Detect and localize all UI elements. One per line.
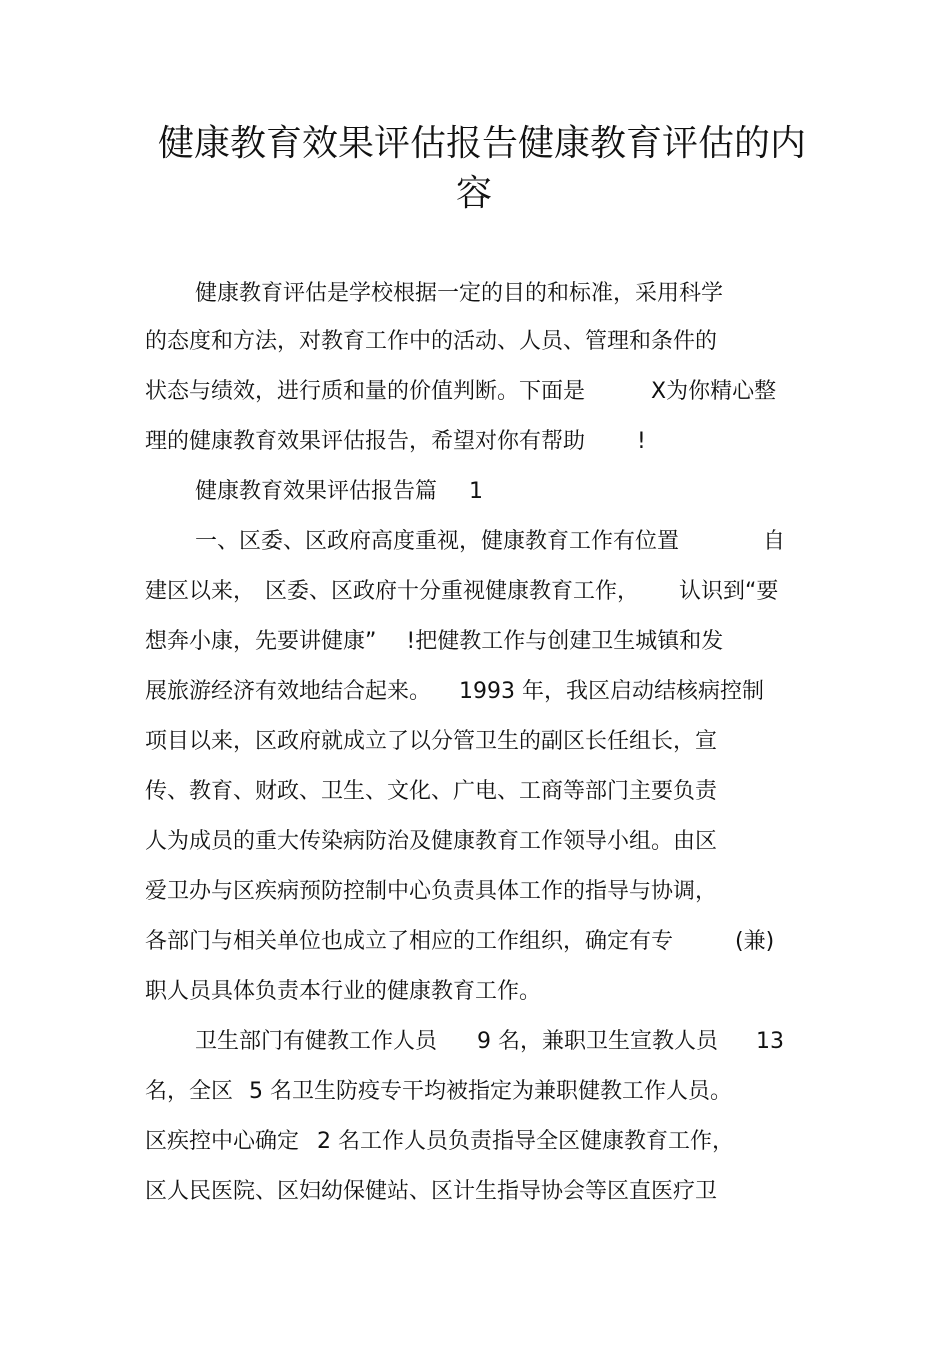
body-line-14-part-2: (兼): [735, 929, 775, 954]
body-line-8-part-2: !把健教工作与创建卫生城镇和发: [406, 629, 724, 654]
body-line-3: [145, 378, 776, 406]
section-heading-1: [195, 478, 483, 506]
body-line-7-part-2: 区委、区政府十分重视健康教育工作，: [265, 579, 640, 604]
body-line-16: [195, 1028, 784, 1056]
body-line-12: 人为成员的重大传染病防治及健康教育工作领导小组。由区: [145, 829, 718, 854]
body-line-17: [145, 1078, 732, 1106]
body-line-17-part-1: 名，全区: [145, 1079, 234, 1104]
body-line-3-part-1: 状态与绩效，进行质和量的价值判断。下面是: [145, 379, 586, 404]
body-line-1: 健康教育评估是学校根据一定的目的和标准，采用科学: [195, 281, 724, 306]
body-line-10: 项目以来，区政府就成立了以分管卫生的副区长任组长，宣: [145, 729, 718, 754]
body-line-2: 的态度和方法，对教育工作中的活动、人员、管理和条件的: [145, 329, 718, 354]
document-title-line-2: 容: [456, 173, 493, 214]
body-line-7-part-1: 建区以来，: [145, 579, 256, 604]
body-line-18-part-1: 区疾控中心确定: [145, 1129, 300, 1154]
body-line-14: [145, 928, 774, 956]
body-line-11: 传、教育、财政、卫生、文化、广电、工商等部门主要负责: [145, 779, 718, 804]
body-line-15: 职人员具体负责本行业的健康教育工作。: [145, 979, 542, 1004]
body-line-6: [195, 528, 785, 556]
body-line-9-part-2: 1993 年，我区启动结核病控制: [459, 679, 764, 704]
body-line-6-part-1: 一、区委、区政府高度重视，健康教育工作有位置: [195, 529, 680, 554]
body-line-7-part-3: 认识到“要: [679, 579, 779, 604]
body-line-14-part-1: 各部门与相关单位也成立了相应的工作组织，确定有专: [145, 929, 674, 954]
body-line-9-part-1: 展旅游经济有效地结合起来。: [145, 679, 432, 704]
body-line-13: 爱卫办与区疾病预防控制中心负责具体工作的指导与协调，: [145, 879, 718, 904]
body-line-8-part-1: 想奔小康，先要讲健康”: [145, 629, 377, 654]
body-line-16-part-3: 13: [756, 1029, 785, 1054]
body-line-9: [145, 678, 764, 706]
body-line-4: [145, 428, 646, 456]
body-line-17-part-2: 5 名卫生防疫专干均被指定为兼职健教工作人员。: [249, 1079, 733, 1104]
body-line-16-part-2: 9 名，兼职卫生宣教人员: [477, 1029, 719, 1054]
body-line-7: [145, 578, 778, 606]
section-heading-1-text: 健康教育效果评估报告篇: [195, 479, 438, 504]
document-title-line-1: 健康教育效果评估报告健康教育评估的内: [158, 123, 807, 164]
body-line-4-part-1: 理的健康教育效果评估报告，希望对你有帮助: [145, 429, 586, 454]
body-line-19: 区人民医院、区妇幼保健站、区计生指导协会等区直医疗卫: [145, 1179, 718, 1204]
body-line-4-part-2: !: [637, 429, 646, 454]
section-heading-1-number: 1: [469, 479, 484, 504]
body-line-16-part-1: 卫生部门有健教工作人员: [195, 1029, 438, 1054]
body-line-8: [145, 628, 723, 656]
body-line-3-part-2: X为你精心整: [651, 379, 777, 404]
body-line-6-part-2: 自: [763, 529, 786, 554]
body-line-18: [145, 1128, 734, 1156]
body-line-18-part-2: 2 名工作人员负责指导全区健康教育工作，: [317, 1129, 735, 1154]
